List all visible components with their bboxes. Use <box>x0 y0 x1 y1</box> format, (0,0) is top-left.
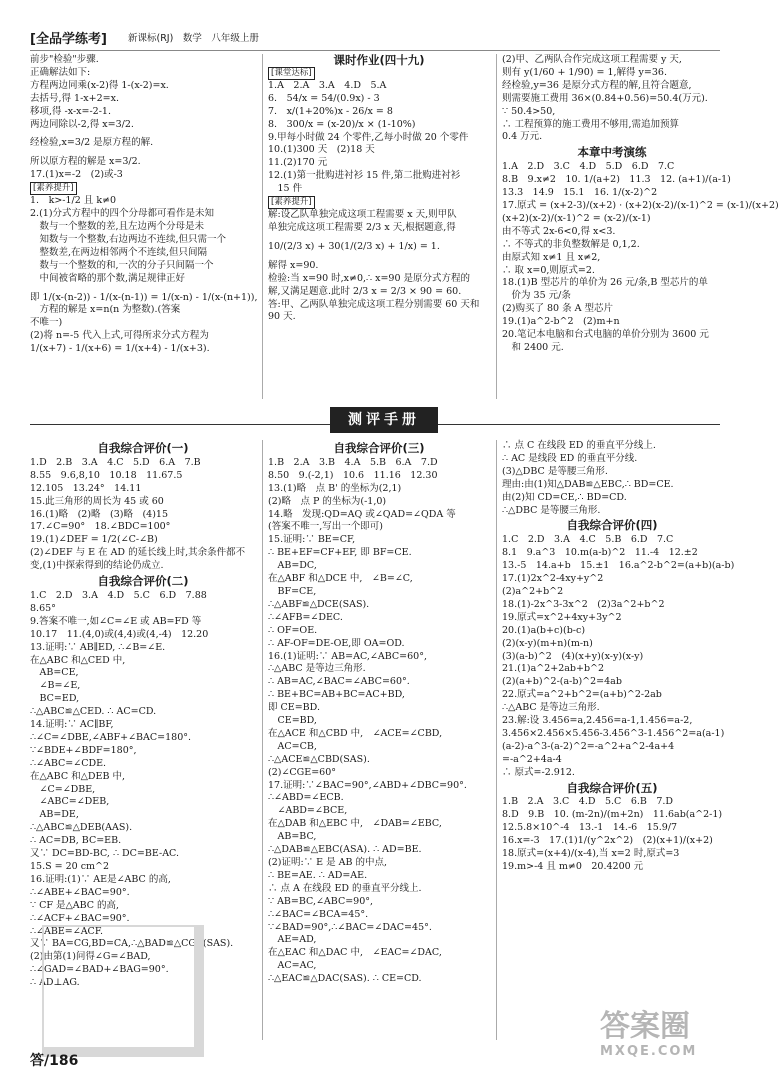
answer-line: 去括号,得 1-x+2=x. <box>30 92 119 104</box>
page-header <box>30 28 720 51</box>
answer-line: ∠B=∠E, <box>30 680 81 692</box>
brand-logo: [全品学练考] <box>30 32 107 47</box>
answer-line: 理由:由(1)知△DAB≌△EBC,∴ BD=CE. <box>502 478 674 490</box>
answer-line: 19.(1)a^2-b^2 (2)m+n <box>502 316 620 328</box>
answer-line: 不唯一) <box>30 317 63 329</box>
answer-line: ∴∠BAC=∠BCA=45°. <box>268 908 369 920</box>
answer-line: ∴△ABC≌△CED. ∴ AC=CD. <box>30 706 157 718</box>
answer-line: ∴ 取 x=0,则原式=2. <box>502 264 595 276</box>
answer-line: 和 2400 元. <box>502 341 564 353</box>
answer-line: 18.(1)B 型芯片的单价为 26 元/条,B 型芯片的单 <box>502 277 708 289</box>
answer-line: ∴△ABF≌△DCE(SAS). <box>268 598 370 610</box>
answer-line: 在△ABF 和△DCE 中, ∠B=∠C, <box>268 573 413 585</box>
answer-line: 20.笔记本电脑和台式电脑的单价分别为 3600 元 <box>502 329 709 341</box>
answer-line: 13.(1)略 点 B' 的坐标为(2,1) <box>268 482 402 494</box>
answer-line: 16.x=-3 17.(1)1/(y^2x^2) (2)(x+1)/(x+2) <box>502 835 713 847</box>
answer-line: ∴∠ACF+∠BAC=90°. <box>30 912 130 924</box>
answer-line: 19.(1)∠DEF = 1/2(∠C-∠B) <box>30 534 158 546</box>
answer-line: ∴ AF-OF=DE-OE,即 OA=OD. <box>268 637 405 649</box>
answer-line: 1/(x+7) - 1/(x+6) = 1/(x+4) - 1/(x+3). <box>30 343 210 355</box>
answer-line: BF=CE, <box>268 585 317 597</box>
answer-line: ∴ AB=AC,∠BAC=∠ABC=60°. <box>268 676 410 688</box>
answer-line: AC=AC, <box>268 960 317 972</box>
answer-line: ∴∠ABC=∠CDE. <box>30 757 107 769</box>
answer-line: ∠C=∠DBE, <box>30 783 96 795</box>
answer-line: 单独完成这项工程需要 2/3 x 天,根据题意,得 <box>268 221 456 233</box>
answers-bottom-left <box>30 440 256 990</box>
section-tag: [素养提升] <box>30 182 77 195</box>
section-title: 课时作业(四十九) <box>333 53 425 67</box>
column-divider <box>496 440 497 1040</box>
site-watermark <box>600 1010 740 1080</box>
section-title: 自我综合评价(一) <box>97 441 189 455</box>
answer-line: 解,又满足题意.此时 2/3 x = 2/3 × 90 = 60. <box>268 285 462 297</box>
answer-line: 23.解:设 3.456=a,2.456=a-1,1.456=a-2, <box>502 715 693 727</box>
answer-line: 由不等式 2x-6<0,得 x<3. <box>502 225 616 237</box>
answer-line: 16.证明:(1)∵ AE是∠ABC 的高, <box>30 873 171 885</box>
answer-line: 1.A 2.A 3.A 4.D 5.A <box>268 79 387 91</box>
answers-top-middle <box>268 54 490 324</box>
column-divider <box>262 54 263 399</box>
answer-line: (3)△DBC 是等腰三角形. <box>502 465 608 477</box>
answer-line: ∴ BE+EF=CF+EF, 即 BF=CE. <box>268 547 412 559</box>
answers-top-left <box>30 54 256 356</box>
answer-line <box>268 196 490 209</box>
answer-line: 6. 54/x = 54/(0.9x) - 3 <box>268 92 380 104</box>
answer-line: ∴ AC 是线段 ED 的垂直平分线. <box>502 452 638 464</box>
answer-line: 19.原式=x^2+4xy+3y^2 <box>502 611 622 623</box>
answer-line <box>30 182 256 195</box>
answer-line: ∴ 工程预算的施工费用不够用,需追加预算 <box>502 118 680 130</box>
answer-line: ∴∠C=∠DBE,∠ABF+∠BAC=180°. <box>30 731 192 743</box>
answer-line: 在△EAC 和△DAC 中, ∠EAC=∠DAC, <box>268 947 442 959</box>
column-divider <box>262 440 263 1040</box>
answer-line: 8. 300/x = (x-20)/x × (1-10%) <box>268 118 416 130</box>
answer-line: 经检验,y=36 是原分式方程的解,且符合题意, <box>502 79 692 91</box>
answer-line: 12.105 13.24° 14.11 <box>30 482 142 494</box>
answer-line: 1.C 2.D 3.A 4.C 5.B 6.D 7.C <box>502 534 674 546</box>
answer-line: (2)∠DEF 与 E 在 AD 的延长线上时,其余条件都不 <box>30 547 246 559</box>
answer-line: 由原式知 x≠1 且 x≠2, <box>502 251 601 263</box>
answer-line: 16.(1)略 (2)略 (3)略 (4)15 <box>30 508 169 520</box>
answer-line: 1.C 2.D 3.A 4.D 5.C 6.D 7.88 <box>30 589 207 601</box>
answer-line: ∴∠ABE=∠ACF. <box>30 925 103 937</box>
answer-line: ∵ 50.4>50, <box>502 105 556 117</box>
section-tag: [素养提升] <box>268 196 315 209</box>
answer-line: AB=DC, <box>268 560 317 572</box>
answer-line: ∴△DBC 是等腰三角形. <box>502 504 601 516</box>
answer-line: 解得 x=90. <box>268 259 319 271</box>
answer-line: 17.证明:∵∠BAC=90°,∠ABD+∠DBC=90°. <box>268 779 467 791</box>
answer-line: ∵∠BAD=90°,∴∠BAC=∠DAC=45°. <box>268 921 432 933</box>
answer-line: 方程的解是 x=n(n 为整数).(答案 <box>30 304 181 316</box>
answer-line: ∴△ABC 是等边三角形. <box>502 702 600 714</box>
answer-line: 前步"检验"步骤. <box>30 54 99 65</box>
answer-line: (3)(a-b)^2 (4)(x+y)(x-y)(x-y) <box>502 650 644 662</box>
answer-line: ∴∠AFB=∠DEC. <box>268 611 343 623</box>
answer-line: 在△DAB 和△EBC 中, ∠DAB=∠EBC, <box>268 818 442 830</box>
answer-line: 又∵ BA=CG,BD=CA,∴△BAD≌△CGA(SAS). <box>30 938 234 950</box>
answer-line: AB=CE, <box>30 667 79 679</box>
banner-label: 测评手册 <box>330 407 438 433</box>
subject-label: 新课标(RJ) 数学 八年级上册 <box>128 33 259 44</box>
answer-line: 所以原方程的解是 x=3/2. <box>30 156 141 168</box>
answer-line: ∴△ABC≌△DEB(AAS). <box>30 822 133 834</box>
answer-line: 15.证明:∵ BE=CF, <box>268 534 356 546</box>
section-title: 自我综合评价(四) <box>566 518 658 533</box>
answer-line: (2)购买了 80 条 A 型芯片 <box>502 303 613 315</box>
answer-line: ∴△DAB≌△EBC(ASA). ∴ AD=BE. <box>268 844 422 856</box>
answer-line: (答案不唯一,写出一个即可) <box>268 521 383 533</box>
answer-line: 1.B 2.A 3.B 4.A 5.B 6.A 7.D <box>268 456 438 468</box>
answer-line: 则有 y(1/60 + 1/90) = 1,解得 y=36. <box>502 66 667 78</box>
answer-line: ∵ CF 是△ABC 的高, <box>30 899 120 911</box>
column-divider <box>496 54 497 399</box>
answer-line: ∴∠GAD=∠BAD+∠BAG=90°. <box>30 964 169 976</box>
answer-line: (2)略 点 P 的坐标为(-1,0) <box>268 495 387 507</box>
answer-line: ∴ AC=DB, BC=EB. <box>30 835 122 847</box>
answer-line: 15.S = 20 cm^2 <box>30 861 110 872</box>
answer-line: 9.甲每小时做 24 个零件,乙每小时做 20 个零件 <box>268 131 469 143</box>
answer-line: AB=BC, <box>268 831 317 843</box>
answer-line: ∴ 不等式的非负整数解是 0,1,2. <box>502 238 640 250</box>
answer-line: ∴ BE+BC=AB+BC=AC+BD, <box>268 689 405 701</box>
answer-line: 12.5.8×10^-4 13.-1 14.-6 15.9/7 <box>502 822 678 834</box>
watermark-logo-text: 答案圈 <box>600 1009 690 1044</box>
page-number: 答/186 <box>30 1053 79 1069</box>
answer-line: 1.A 2.D 3.C 4.D 5.D 6.D 7.C <box>502 161 675 173</box>
answer-line: CE=BD, <box>268 715 317 727</box>
answer-line: ∠ABC=∠DEB, <box>30 796 110 808</box>
answer-line: ∴ OF=OE. <box>268 624 318 636</box>
answer-line: 10.(1)300 天 (2)18 天 <box>268 144 375 156</box>
answer-line: 中间被省略的那个数,满足规律正好 <box>30 272 186 284</box>
answer-line: BC=ED, <box>30 693 80 705</box>
answer-line: ∴△EAC≌△DAC(SAS). ∴ CE=CD. <box>268 973 422 985</box>
answers-bottom-right <box>502 440 735 874</box>
answer-line: 整数差,在两边相邻两个不连续,但只间隔 <box>30 246 208 258</box>
answer-line: 由(2)知 CD=CE,∴ BD=CD. <box>502 491 627 503</box>
answer-line: (2)将 n=-5 代入上式,可得所求分式方程为 <box>30 330 209 342</box>
answer-line: (2)由第(1)问得∠G=∠BAD, <box>30 951 151 963</box>
answer-line: ∴ 原式=-2.912. <box>502 766 575 778</box>
answer-line: 变,(1)中探索得到的结论仍成立. <box>30 560 164 572</box>
section-title: 本章中考演练 <box>577 145 647 160</box>
answer-line: ∴ BE=AE. ∴ AD=AE. <box>268 869 368 881</box>
answer-line: 14.略 发现:QD=AQ 或∠QAD=∠QDA 等 <box>268 508 456 520</box>
answer-line: 8.B 9.x≠2 10. 1/(a+2) 11.3 12. (a+1)/(a-1) <box>502 174 731 186</box>
answer-line: 1.D 2.B 3.A 4.C 5.D 6.A 7.B <box>30 456 201 468</box>
answer-line: 数与一个整数的差,且左边两个分母是未 <box>30 220 205 232</box>
answer-line: 检验:当 x=90 时,x≠0,∴ x=90 是原分式方程的 <box>268 272 471 284</box>
answer-line: 13.证明:∵ AB∥ED, ∴∠B=∠E. <box>30 641 166 653</box>
answer-line: (x+2)(x-2)/(x-1)^2 = (x-2)/(x-1) <box>502 212 651 224</box>
answer-line: 3.456×2.456×5.456-3.456^3-1.456^2=a(a-1) <box>502 727 725 739</box>
answer-line: 22.原式=a^2+b^2=(a+b)^2-2ab <box>502 689 662 701</box>
answer-line: 17.(1)x=-2 (2)或-3 <box>30 169 123 181</box>
answer-line: 10.17 11.(4,0)或(4,4)或(4,-4) 12.20 <box>30 628 209 640</box>
answer-line: 21.(1)a^2+2ab+b^2 <box>502 663 605 675</box>
answer-line: 18.(1)-2x^3-3x^2 (2)3a^2+b^2 <box>502 598 665 610</box>
answer-line: 即 CE=BD. <box>268 702 320 714</box>
answer-line: 8.1 9.a^3 10.m(a-b)^2 11.-4 12.±2 <box>502 547 698 559</box>
answer-line: ∴ 点 C 在线段 ED 的垂直平分线上. <box>502 440 656 451</box>
answer-line: AB=DE, <box>30 809 79 821</box>
answer-line: (2)(a+b)^2-(a-b)^2=4ab <box>502 676 622 688</box>
answer-line: 答:甲、乙两队单独完成这项工程分别需要 60 天和 <box>268 298 480 310</box>
answer-line <box>268 67 490 80</box>
answer-line: 在△ABC 和△DEB 中, <box>30 770 125 782</box>
answer-line: 13.3 14.9 15.1 16. 1/(x-2)^2 <box>502 187 658 199</box>
scan-blot <box>42 925 204 1057</box>
answer-line: 2.(1)分式方程中的四个分母都可看作是未知 <box>30 208 215 220</box>
answer-line: 13.-5 14.a+b 15.±1 16.a^2-b^2=(a+b)(a-b) <box>502 560 735 572</box>
answer-line: 又∵ DC=BD-BC, ∴ DC=BE-AC. <box>30 848 179 860</box>
answer-line: ∴∠ABD=∠ECB. <box>268 792 344 804</box>
test-handbook-banner <box>30 407 720 435</box>
answer-line: 19.m>-4 且 m≠0 20.4200 元 <box>502 861 644 872</box>
answer-line: 两边同除以-2,得 x=3/2. <box>30 118 134 130</box>
answer-line: 0.4 万元. <box>502 131 543 143</box>
answer-line: 9.答案不唯一,如∠C=∠E 或 AB=FD 等 <box>30 615 202 627</box>
answer-line: 17.(1)2x^2-4xy+y^2 <box>502 573 604 585</box>
answer-line: 方程两边同乘(x-2)得 1-(x-2)=x. <box>30 79 169 91</box>
answer-line: (2)甲、乙两队合作完成这项工程需要 y 天, <box>502 54 682 65</box>
answer-line: 15.此三角形的周长为 45 或 60 <box>30 495 164 507</box>
answer-line: 90 天. <box>268 311 296 323</box>
answer-line: 17.原式 = (x+2-3)/(x+2) · (x+2)(x-2)/(x-1)^2 = (x-1)/(x+2) <box>502 199 779 211</box>
answer-line: ∴△ABC 是等边三角形. <box>268 663 366 675</box>
answer-line: 解:设乙队单独完成这项工程需要 x 天,则甲队 <box>268 209 457 221</box>
answer-line: ∵∠BDE+∠BDF=180°, <box>30 744 137 756</box>
section-title: 自我综合评价(五) <box>566 780 658 795</box>
answer-line: ∴△ACE≌△CBD(SAS). <box>268 753 370 765</box>
answer-line: =-a^2+4a-4 <box>502 753 562 765</box>
section-tag: [课堂达标] <box>268 67 315 80</box>
answer-line: 价为 35 元/条 <box>502 290 571 302</box>
answer-line: (2)∠CGE=60° <box>268 766 337 778</box>
answer-line: 正确解法如下: <box>30 66 91 78</box>
answer-line: (2)(x-y)(m+n)(m-n) <box>502 637 593 649</box>
answer-line: ∴ AD⊥AG. <box>30 977 80 989</box>
answer-line: (2)证明:∵ E 是 AB 的中点, <box>268 857 388 868</box>
answer-line: 10/(2/3 x) + 30(1/(2/3 x) + 1/x) = 1. <box>268 240 440 252</box>
section-title: 自我综合评价(三) <box>333 441 425 455</box>
answer-line: ∠ABD=∠BCE, <box>268 805 348 817</box>
answer-line: 11.(2)170 元 <box>268 157 328 169</box>
answer-line: 1. k>-1/2 且 k≠0 <box>30 195 117 207</box>
answer-line: 15 件 <box>268 183 303 195</box>
answer-line: 20.(1)a(b+c)(b-c) <box>502 624 586 636</box>
answer-line: 14.证明:∵ AC∥BF, <box>30 719 114 731</box>
answer-line: ∴∠ABE+∠BAC=90°. <box>30 886 130 898</box>
section-title: 自我综合评价(二) <box>97 574 189 589</box>
answer-line: AE=AD, <box>268 934 317 946</box>
answer-line: 16.(1)证明:∵ AB=AC,∠ABC=60°, <box>268 650 427 662</box>
answers-bottom-middle <box>268 440 490 986</box>
answer-line: 即 1/(x-(n-2)) - 1/(x-(n-1)) = 1/(x-n) - 1/(x-(n+1)), <box>30 291 258 303</box>
answer-line: 8.D 9.B 10. (m-2n)/(m+2n) 11.6ab(a^2-1) <box>502 809 723 821</box>
answer-line: 在△ABC 和△CED 中, <box>30 654 126 666</box>
answer-line: 1.B 2.A 3.C 4.D 5.C 6.B 7.D <box>502 796 674 808</box>
answer-line: AC=CB, <box>268 740 317 752</box>
watermark-url: MXQE.COM <box>600 1044 698 1059</box>
answer-line: ∴ 点 A 在线段 ED 的垂直平分线上. <box>268 882 422 894</box>
answer-line: 8.50 9.(-2,1) 10.6 11.16 12.30 <box>268 469 438 481</box>
answer-line: 8.55 9.6,8,10 10.18 11.67.5 <box>30 469 183 481</box>
answer-line: 17.∠C=90° 18.∠BDC=100° <box>30 521 171 533</box>
answer-line: 则需要施工费用 36×(0.84+0.56)=50.4(万元). <box>502 92 708 104</box>
answer-line: 12.(1)第一批购进衬衫 15 件,第二批购进衬衫 <box>268 170 461 182</box>
answer-line: 18.原式=(x+4)/(x-4),当 x=2 时,原式=3 <box>502 848 680 860</box>
answer-line: 数与一个整数的和,一次的分子只间隔一个 <box>30 259 214 271</box>
answer-line: 7. x/(1+20%)x - 26/x = 8 <box>268 105 393 117</box>
answer-line: 移项,得 -x-x=-2-1. <box>30 105 111 117</box>
answer-line: ∵ AB=BC,∠ABC=90°, <box>268 895 374 907</box>
answer-line: (a-2)-a^3-(a-2)^2=-a^2+a^2-4a+4 <box>502 740 675 752</box>
answers-top-right <box>502 54 779 355</box>
answer-line: 在△ACE 和△CBD 中, ∠ACE=∠CBD, <box>268 727 443 739</box>
answer-line: 8.65° <box>30 602 56 614</box>
answer-line: (2)a^2+b^2 <box>502 585 564 597</box>
answer-line: 知数与一个整数,右边两边不连续,但只需一个 <box>30 233 227 245</box>
answer-line: 经检验,x=3/2 是原方程的解. <box>30 137 154 149</box>
